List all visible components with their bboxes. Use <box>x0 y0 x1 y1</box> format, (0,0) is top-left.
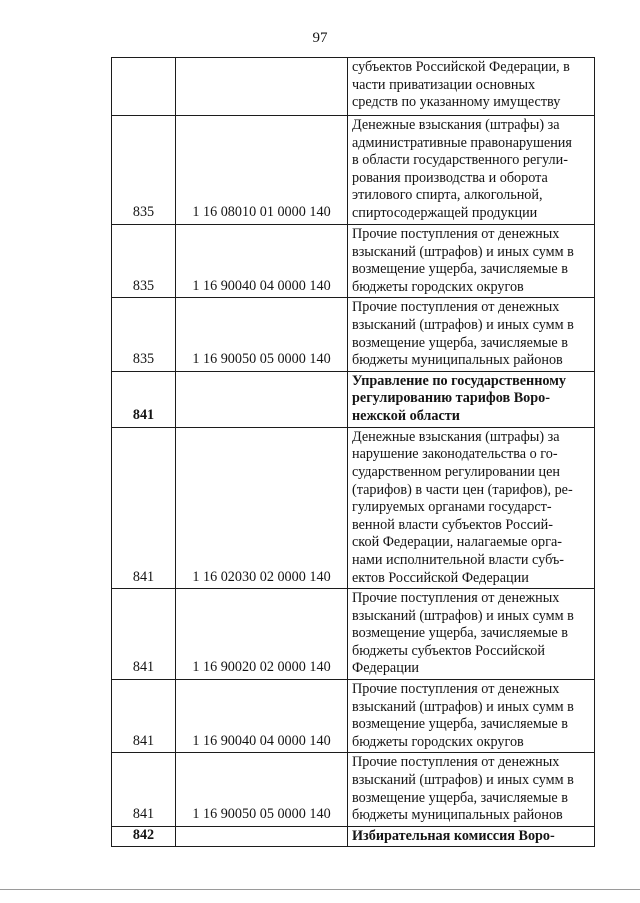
revenue-name-line: возмещение ущерба, зачисляемые в <box>352 625 568 642</box>
revenue-name-line: сударственном регулировании цен <box>352 463 561 480</box>
revenue-code-cell: 1 16 90050 05 0000 140 <box>176 753 348 826</box>
revenue-name-cell <box>348 427 595 588</box>
revenue-name-line: взысканий (штрафов) и иных сумм в <box>352 607 574 624</box>
revenue-name-cell <box>348 371 595 427</box>
revenue-name-line: нами исполнительной власти субъ- <box>352 551 565 568</box>
revenue-name-line: нежской области <box>352 407 460 424</box>
revenue-name-line: бюджеты муниципальных районов <box>352 807 563 824</box>
section-header-row <box>112 826 595 847</box>
revenue-name-cell <box>348 826 595 847</box>
section-header-row <box>112 371 595 427</box>
revenue-name-line: рования производства и оборота <box>352 169 548 186</box>
revenue-name-line: Управление по государственному <box>352 372 566 389</box>
revenue-name-line: (тарифов) в части цен (тарифов), ре- <box>352 481 573 498</box>
revenue-name-line: возмещение ущерба, зачисляемые в <box>352 334 568 351</box>
revenue-name-line: бюджеты субъектов Российской <box>352 642 545 659</box>
table-row <box>112 298 595 371</box>
revenue-name-line: возмещение ущерба, зачисляемые в <box>352 261 568 278</box>
revenue-code-cell: 1 16 02030 02 0000 140 <box>176 427 348 588</box>
revenue-code-cell: 1 16 90020 02 0000 140 <box>176 589 348 680</box>
revenue-name-line: части приватизации основных <box>352 76 536 93</box>
revenue-name-line: бюджеты городских округов <box>352 278 524 295</box>
revenue-name-line: возмещение ущерба, зачисляемые в <box>352 789 568 806</box>
revenue-code-cell: 1 16 08010 01 0000 140 <box>176 116 348 225</box>
admin-code-cell: 841 <box>112 427 176 588</box>
admin-code-cell: 835 <box>112 116 176 225</box>
revenue-name-line: взысканий (штрафов) и иных сумм в <box>352 316 574 333</box>
revenue-code-cell <box>176 371 348 427</box>
revenue-name-line: Избирательная комиссия Воро- <box>352 827 555 844</box>
admin-code-cell: 841 <box>112 753 176 826</box>
revenue-name-line: административные правонарушения <box>352 134 572 151</box>
revenue-name-line: взысканий (штрафов) и иных сумм в <box>352 772 574 789</box>
revenue-name-line: средств по указанному имуществу <box>352 94 561 111</box>
revenue-name-line: возмещение ущерба, зачисляемые в <box>352 716 568 733</box>
revenue-name-line: этилового спирта, алкогольной, <box>352 187 543 204</box>
revenue-name-line: Денежные взыскания (штрафы) за <box>352 117 560 133</box>
revenue-name-line: регулированию тарифов Воро- <box>352 390 550 407</box>
page-bottom-edge <box>0 889 640 890</box>
revenue-name-line: субъектов Российской Федерации, в <box>352 59 570 75</box>
table-row <box>112 225 595 298</box>
revenue-name-line: Прочие поступления от денежных <box>352 226 560 242</box>
revenue-name-line: Прочие поступления от денежных <box>352 754 560 771</box>
admin-code-cell: 835 <box>112 225 176 298</box>
revenue-name-line: бюджеты городских округов <box>352 733 524 750</box>
table-row <box>112 589 595 680</box>
revenue-name-line: Прочие поступления от денежных <box>352 299 560 316</box>
revenue-name-line: гулируемых органами государст- <box>352 499 552 516</box>
admin-code-cell: 835 <box>112 298 176 371</box>
revenue-code-cell: 1 16 90040 04 0000 140 <box>176 680 348 753</box>
page-number: 97 <box>312 30 328 46</box>
revenue-name-cell <box>348 225 595 298</box>
revenue-name-cell <box>348 298 595 371</box>
revenue-name-line: нарушение законодательства о го- <box>352 446 558 463</box>
revenue-name-line: венной власти субъектов Россий- <box>352 516 553 533</box>
revenue-name-line: Денежные взыскания (штрафы) за <box>352 428 560 445</box>
revenue-name-line: ской Федерации, налагаемые орга- <box>352 534 562 551</box>
revenue-name-cell <box>348 589 595 680</box>
revenue-code-cell <box>176 826 348 847</box>
revenue-name-cell <box>348 680 595 753</box>
revenue-name-line: ектов Российской Федерации <box>352 569 529 586</box>
revenue-name-line: Прочие поступления от денежных <box>352 590 560 607</box>
revenue-name-cell <box>348 753 595 826</box>
revenue-code-cell: 1 16 90050 05 0000 140 <box>176 298 348 371</box>
admin-code-cell: 841 <box>112 680 176 753</box>
admin-code-cell: 842 <box>112 826 176 847</box>
revenue-name-line: взысканий (штрафов) и иных сумм в <box>352 243 574 260</box>
revenue-name-cell <box>348 58 595 116</box>
table-row <box>112 58 595 116</box>
table-row <box>112 680 595 753</box>
revenue-code-cell <box>176 58 348 116</box>
budget-codes-table <box>111 57 595 847</box>
revenue-name-line: Прочие поступления от денежных <box>352 681 560 698</box>
admin-code-cell <box>112 58 176 116</box>
admin-code-cell: 841 <box>112 589 176 680</box>
revenue-name-line: взысканий (штрафов) и иных сумм в <box>352 698 574 715</box>
revenue-name-cell <box>348 116 595 225</box>
revenue-name-line: спиртосодержащей продукции <box>352 204 538 221</box>
admin-code-cell: 841 <box>112 371 176 427</box>
revenue-name-line: в области государственного регули- <box>352 152 568 169</box>
revenue-code-cell: 1 16 90040 04 0000 140 <box>176 225 348 298</box>
revenue-name-line: бюджеты муниципальных районов <box>352 352 563 369</box>
table-row <box>112 116 595 225</box>
revenue-name-line: Федерации <box>352 660 420 677</box>
table-row <box>112 753 595 826</box>
table-row <box>112 427 595 588</box>
table-body <box>112 58 595 847</box>
